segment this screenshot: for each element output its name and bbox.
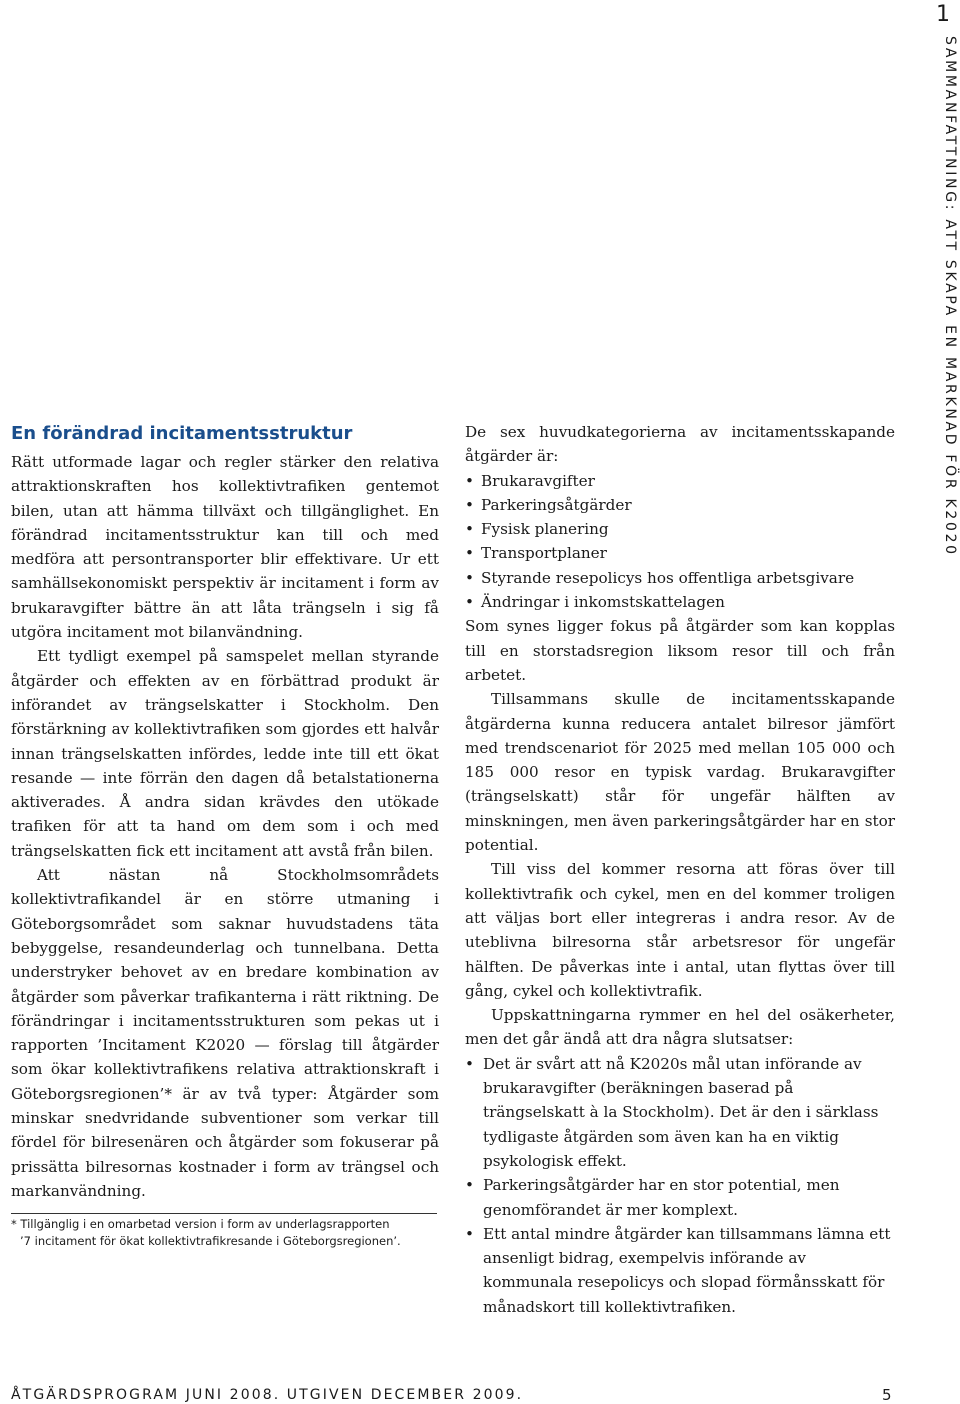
footnote bbox=[11, 1213, 437, 1250]
categories-list bbox=[465, 469, 895, 615]
paragraph-estimates: Uppskattningarna rymmer en hel del osäkerheter, men det går ändå att dra några slutsatser: bbox=[465, 1006, 895, 1049]
conclusions-list bbox=[465, 1052, 895, 1319]
list-item: • Ett antal mindre åtgärder kan tillsammans lämna ett ansenligt bidrag, exempelvis införande av kommunala resepolicys och slopad förmånsskatt för månadskort till kollektivtrafiken. bbox=[465, 1222, 895, 1319]
running-footer: ÅTGÄRDSPROGRAM JUNI 2008. UTGIVEN DECEMBER 2009. bbox=[11, 1387, 524, 1403]
chapter-number: 1 bbox=[936, 2, 950, 27]
left-column bbox=[11, 420, 439, 1203]
paragraph-intro: Rätt utformade lagar och regler stärker den relativa attraktionskraften hos kollektivtrafiken gentemot bilen, utan att hämma tillväxt och tillgänglighet. En förändrad incitamentsstruktur kan till och med medföra att persontransporter blir effektivare. Ur ett samhällsekonomiskt perspektiv är incitament i form av brukaravgifter bättre än att låta trängseln i sig få utgöra incitament mot bilanvändning. bbox=[11, 453, 439, 642]
chapter-title: SAMMANFATTNING: ATT SKAPA EN MARKNAD FÖR K2020 bbox=[942, 36, 958, 557]
list-item: • Ändringar i inkomstskattelagen bbox=[465, 590, 895, 614]
list-item: • Fysisk planering bbox=[465, 517, 895, 541]
categories-intro: De sex huvudkategorierna av incitamentsskapande åtgärder är: bbox=[465, 423, 895, 466]
list-item: • Parkeringsåtgärder har en stor potential, men genomförandet är mer komplext. bbox=[465, 1173, 895, 1222]
paragraph-congestion-tax: Ett tydligt exempel på samspelet mellan styrande åtgärder och effekten av en förbättrad produkt är införandet av trängselskatter i Stockholm. Den förstärkning av kollektivtrafiken som gjordes ett halvår innan trängselskatten infördes, ledde inte till ett ökat resande — inte förrän den dagen då betalstationerna aktiverades. Å andra sidan krävdes den utökade trafiken för att ta hand om dem som i och med trängselskatten fick ett incitament att avstå från bilen. bbox=[11, 647, 439, 860]
page-number: 5 bbox=[882, 1386, 892, 1404]
list-item: • Parkeringsåtgärder bbox=[465, 493, 895, 517]
paragraph-focus: Som synes ligger fokus på åtgärder som kan kopplas till en storstadsregion liksom resor till och från arbetet. bbox=[465, 617, 895, 684]
right-column bbox=[465, 420, 895, 1319]
section-heading: En förändrad incitamentsstruktur bbox=[11, 423, 353, 444]
paragraph-reduction: Tillsammans skulle de incitamentsskapande åtgärderna kunna reducera antalet bilresor jämfört med trendscenariot för 2025 med mellan 105 000 och 185 000 resor en typisk vardag. Brukaravgifter (trängselskatt) står för ungefär hälften av minskningen, men även parkeringsåtgärder har en stor potential. bbox=[465, 690, 895, 855]
list-item: • Brukaravgifter bbox=[465, 469, 895, 493]
footnote-line: ’7 incitament för ökat kollektivtrafikresande i Göteborgsregionen’. bbox=[20, 1234, 401, 1248]
list-item: • Transportplaner bbox=[465, 541, 895, 565]
footnote-line: * Tillgänglig i en omarbetad version i form av underlagsrapporten bbox=[11, 1217, 390, 1231]
paragraph-gothenburg: Att nästan nå Stockholmsområdets kollektivtrafikandel är en större utmaning i Göteborgsområdet som saknar huvudstadens täta bebyggelse, resandeunderlag och tunnelbana. Detta understryker behovet av en bredare kombination av åtgärder som påverkar trafikanterna i rätt riktning. De förändringar i incitamentsstrukturen som pekas ut i rapporten ’Incitament K2020 — förslag till åtgärder som ökar kollektivtrafikens relativa attraktionskraft i Göteborgsregionen’* är av två typer: Åtgärder som minskar snedvridande subventioner som verkar till fördel för bilresenären och åtgärder som fokuserar på prissätta bilresornas kostnader i form av trängsel och markanvändning. bbox=[11, 866, 439, 1200]
list-item: • Det är svårt att nå K2020s mål utan införande av brukaravgifter (beräkningen baserad på trängselskatt à la Stockholm). Det är den i särklass tydligaste åtgärden som även kan ha en viktig psykologisk effekt. bbox=[465, 1052, 895, 1173]
paragraph-shift: Till viss del kommer resorna att föras över till kollektivtrafik och cykel, men en del kommer troligen att väljas bort eller integreras i andra resor. Av de uteblivna bilresorna står arbetsresor för ungefär hälften. De påverkas inte i antal, utan flyttas över till gång, cykel och kollektivtrafik. bbox=[465, 860, 895, 1000]
list-item: • Styrande resepolicys hos offentliga arbetsgivare bbox=[465, 566, 895, 590]
